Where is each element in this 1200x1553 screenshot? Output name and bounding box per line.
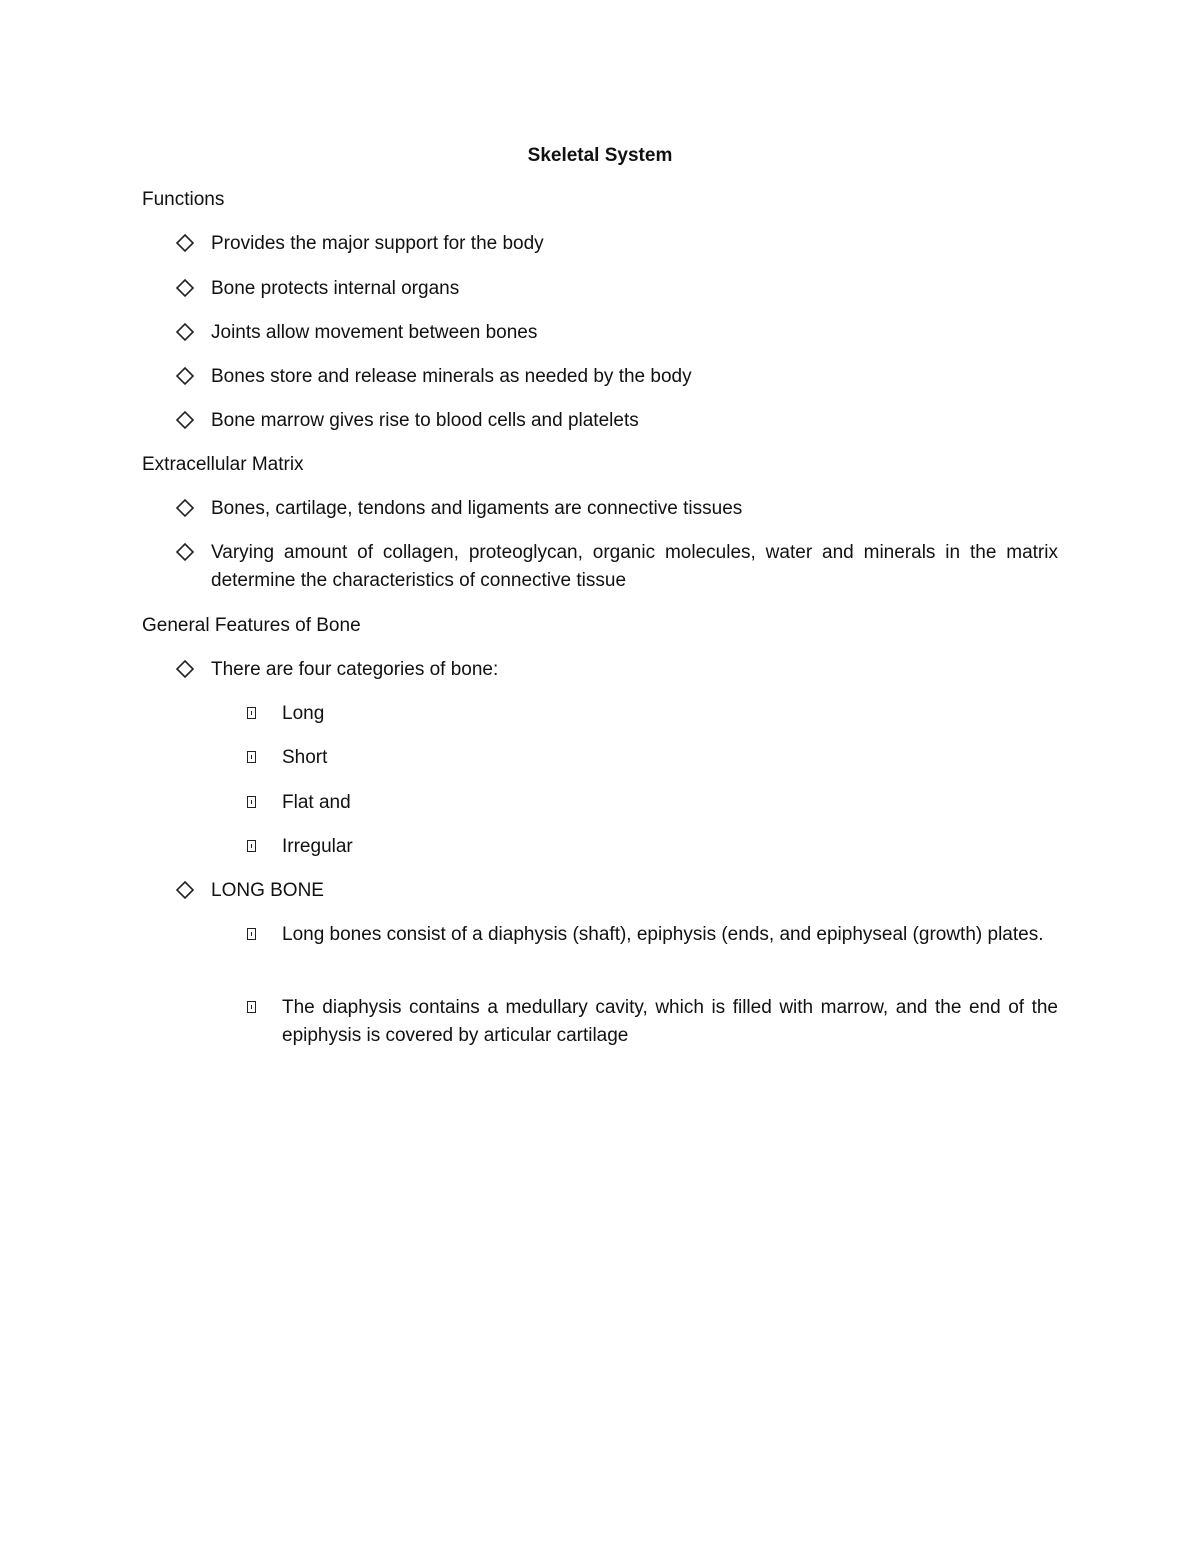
sub-list-item bbox=[244, 994, 1058, 1050]
missing-glyph-box-icon bbox=[247, 751, 256, 763]
list-item bbox=[174, 495, 1058, 523]
list-item bbox=[174, 319, 1058, 347]
sub-list-item bbox=[244, 789, 1058, 817]
list-item-text: Varying amount of collagen, proteoglycan, organic molecules, water and minerals in the matrix determine the characteristics of connective tissue bbox=[211, 542, 1058, 591]
sub-list-item bbox=[244, 700, 1058, 728]
list-item-text: LONG BONE bbox=[211, 880, 324, 901]
section-heading-matrix: Extracellular Matrix bbox=[142, 454, 304, 475]
missing-glyph-box-icon bbox=[247, 707, 256, 719]
sub-list-item-text: Long bones consist of a diaphysis (shaft), epiphysis (ends, and epiphyseal (growth) plates. bbox=[282, 924, 1044, 945]
list-item-text: Provides the major support for the body bbox=[211, 233, 544, 254]
sub-list-item bbox=[244, 921, 1058, 949]
diamond-outline-icon bbox=[174, 497, 196, 519]
list-item bbox=[174, 656, 1058, 684]
diamond-outline-icon bbox=[174, 321, 196, 343]
diamond-outline-icon bbox=[174, 541, 196, 563]
diamond-outline-icon bbox=[174, 277, 196, 299]
diamond-outline-icon bbox=[174, 658, 196, 680]
sub-list-item-text: Short bbox=[282, 747, 328, 768]
section-heading-functions: Functions bbox=[142, 189, 225, 210]
list-item bbox=[174, 363, 1058, 391]
list-item bbox=[174, 407, 1058, 435]
list-item-text: Bones, cartilage, tendons and ligaments are connective tissues bbox=[211, 498, 743, 519]
list-item-text: Joints allow movement between bones bbox=[211, 322, 538, 343]
diamond-outline-icon bbox=[174, 232, 196, 254]
missing-glyph-box-icon bbox=[247, 840, 256, 852]
list-item-text: There are four categories of bone: bbox=[211, 659, 499, 680]
diamond-outline-icon bbox=[174, 879, 196, 901]
sub-list-item-text: Long bbox=[282, 703, 325, 724]
diamond-outline-icon bbox=[174, 365, 196, 387]
sub-list-item bbox=[244, 833, 1058, 861]
list-item-text: Bone marrow gives rise to blood cells and platelets bbox=[211, 410, 639, 431]
missing-glyph-box-icon bbox=[247, 1001, 256, 1013]
list-item-text: Bone protects internal organs bbox=[211, 278, 460, 299]
list-item bbox=[174, 539, 1058, 595]
sub-list-item bbox=[244, 744, 1058, 772]
diamond-outline-icon bbox=[174, 409, 196, 431]
document-title: Skeletal System bbox=[527, 145, 673, 166]
sub-list-item-text: Irregular bbox=[282, 836, 353, 857]
missing-glyph-box-icon bbox=[247, 928, 256, 940]
list-item-text: Bones store and release minerals as needed by the body bbox=[211, 366, 692, 387]
sub-list-item-text: The diaphysis contains a medullary cavity, which is filled with marrow, and the end of the epiphysis is covered by articular cartilage bbox=[282, 997, 1058, 1046]
list-item bbox=[174, 877, 1058, 905]
list-item bbox=[174, 230, 1058, 258]
missing-glyph-box-icon bbox=[247, 796, 256, 808]
list-item bbox=[174, 275, 1058, 303]
sub-list-item-text: Flat and bbox=[282, 792, 351, 813]
section-heading-features: General Features of Bone bbox=[142, 615, 361, 636]
